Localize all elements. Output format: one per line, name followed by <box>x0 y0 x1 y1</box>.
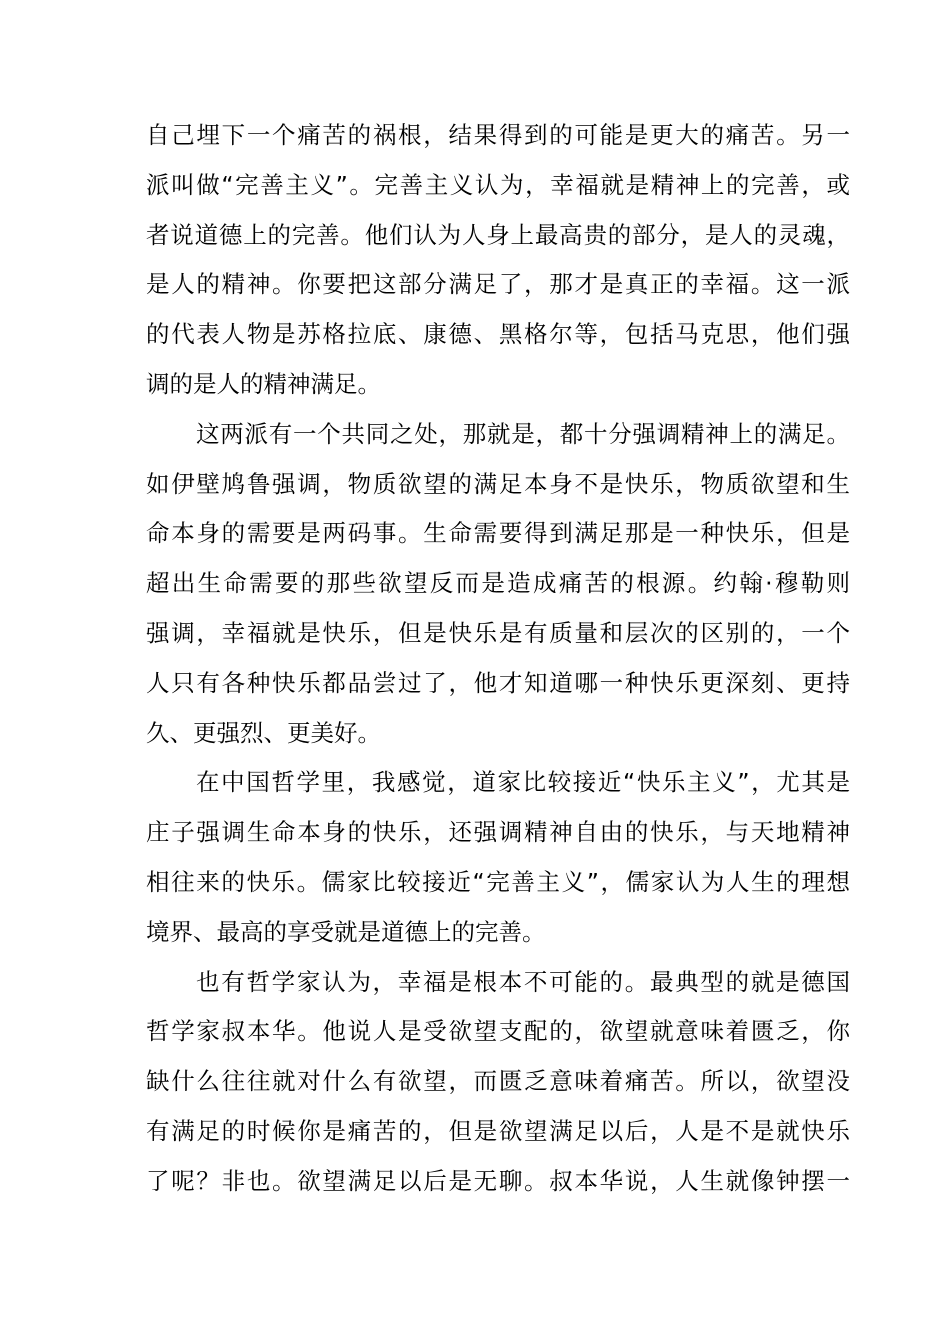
text-line: 强调，幸福就是快乐，但是快乐是有质量和层次的区别的，一个 <box>146 618 850 647</box>
text-line: 哲学家叔本华。他说人是受欲望支配的，欲望就意味着匮乏，你 <box>146 1017 850 1046</box>
text-line: 相往来的快乐。儒家比较接近“完善主义”，儒家认为人生的理想 <box>146 867 850 896</box>
text-line: 境界、最高的享受就是道德上的完善。 <box>146 917 546 946</box>
text-line: 了呢？非也。欲望满足以后是无聊。叔本华说，人生就像钟摆一 <box>146 1166 850 1195</box>
paragraph-2 <box>146 410 850 759</box>
text-line: 也有哲学家认为，幸福是根本不可能的。最典型的就是德国 <box>196 967 850 996</box>
paragraph-4 <box>146 958 850 1207</box>
body-text <box>146 111 850 1207</box>
text-line: 这两派有一个共同之处，那就是，都十分强调精神上的满足。 <box>196 419 850 448</box>
text-line: 人只有各种快乐都品尝过了，他才知道哪一种快乐更深刻、更持 <box>146 668 850 697</box>
text-line: 调的是人的精神满足。 <box>146 369 381 398</box>
text-line: 如伊壁鸠鲁强调，物质欲望的满足本身不是快乐，物质欲望和生 <box>146 469 850 498</box>
text-line: 者说道德上的完善。他们认为人身上最高贵的部分，是人的灵魂， <box>146 220 850 249</box>
text-line: 自己埋下一个痛苦的祸根，结果得到的可能是更大的痛苦。另一 <box>146 121 850 149</box>
text-line: 命本身的需要是两码事。生命需要得到满足那是一种快乐，但是 <box>146 519 850 548</box>
text-line: 的代表人物是苏格拉底、康德、黑格尔等，包括马克思，他们强 <box>146 320 850 349</box>
text-line: 缺什么往往就对什么有欲望，而匮乏意味着痛苦。所以，欲望没 <box>146 1067 850 1096</box>
paragraph-1 <box>146 111 850 410</box>
text-line: 久、更强烈、更美好。 <box>146 718 381 747</box>
text-line: 超出生命需要的那些欲望反而是造成痛苦的根源。约翰·穆勒则 <box>146 569 850 598</box>
text-line: 庄子强调生命本身的快乐，还强调精神自由的快乐，与天地精神 <box>146 818 850 847</box>
text-line: 是人的精神。你要把这部分满足了，那才是真正的幸福。这一派 <box>146 270 850 299</box>
paragraph-3 <box>146 758 850 957</box>
text-line: 在中国哲学里，我感觉，道家比较接近“快乐主义”，尤其是 <box>196 768 850 797</box>
text-line: 派叫做“完善主义”。完善主义认为，幸福就是精神上的完善，或 <box>146 170 850 199</box>
text-line: 有满足的时候你是痛苦的，但是欲望满足以后，人是不是就快乐 <box>146 1116 850 1145</box>
